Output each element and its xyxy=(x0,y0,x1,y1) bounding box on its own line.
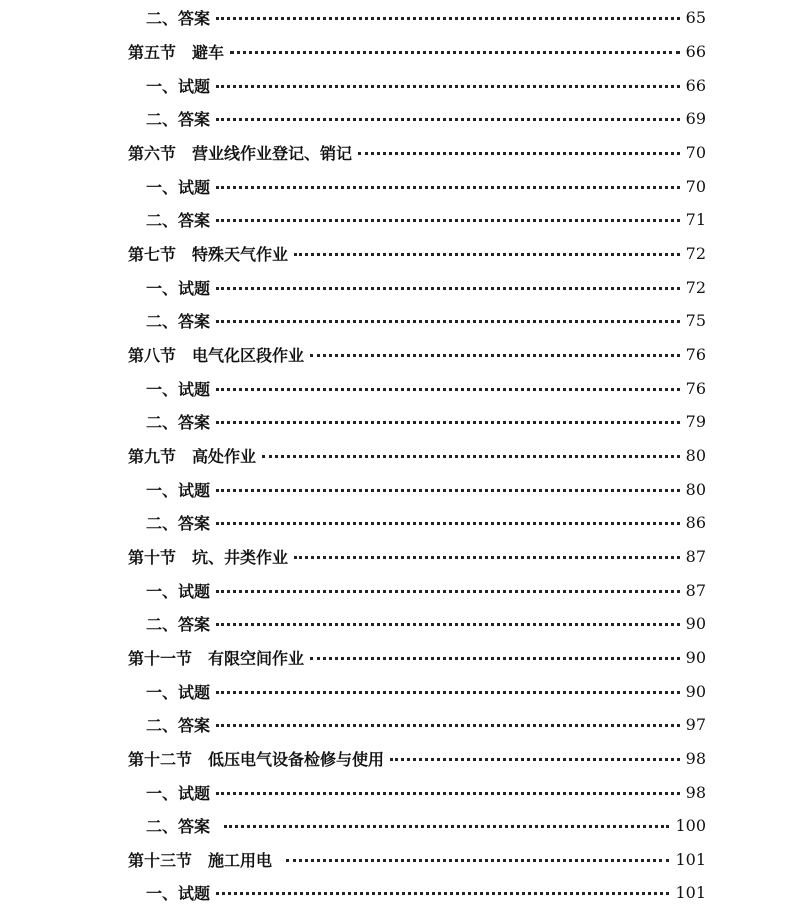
toc-entry[interactable] xyxy=(128,743,706,773)
toc-page-number: 79 xyxy=(685,411,706,431)
toc-entry[interactable] xyxy=(146,305,706,335)
toc-entry[interactable] xyxy=(146,575,706,605)
toc-entry-title: 一、试题 xyxy=(146,581,211,601)
toc-entry[interactable] xyxy=(146,676,706,706)
toc-entry[interactable] xyxy=(146,373,706,403)
toc-page-number: 86 xyxy=(685,512,706,532)
toc-entry-title: 二、答案 xyxy=(146,513,211,533)
toc-entry[interactable] xyxy=(146,777,706,807)
toc-entry-title: 二、答案 xyxy=(146,614,211,634)
toc-page-number: 98 xyxy=(685,748,706,768)
toc-entry-title: 一、试题 xyxy=(146,177,211,197)
toc-page-number: 72 xyxy=(685,277,706,297)
toc-page-number: 80 xyxy=(685,479,706,499)
toc-entry-title: 二、答案 xyxy=(146,210,211,230)
dot-leader xyxy=(230,51,680,54)
toc-entry[interactable] xyxy=(128,541,706,571)
dot-leader xyxy=(216,489,680,492)
toc-entry[interactable] xyxy=(146,204,706,234)
toc-entry[interactable] xyxy=(128,844,706,874)
toc-entry[interactable] xyxy=(146,103,706,133)
dot-leader xyxy=(216,421,680,424)
toc-entry[interactable] xyxy=(128,642,706,672)
toc-entry-title: 第九节 高处作业 xyxy=(128,446,257,466)
toc-page-number: 70 xyxy=(685,176,706,196)
toc-page-number: 69 xyxy=(685,108,706,128)
dot-leader xyxy=(286,859,669,862)
toc-entry[interactable] xyxy=(128,339,706,369)
toc-entry-title: 一、试题 xyxy=(146,76,211,96)
toc-entry-title: 二、答案 xyxy=(146,816,211,836)
toc-entry-title: 二、答案 xyxy=(146,311,211,331)
dot-leader xyxy=(224,825,669,828)
toc-page-number: 76 xyxy=(685,378,706,398)
dot-leader xyxy=(294,556,680,559)
toc-page-number: 90 xyxy=(685,681,706,701)
toc-page-number: 65 xyxy=(685,7,706,27)
dot-leader xyxy=(216,892,669,895)
toc-page-number: 90 xyxy=(685,613,706,633)
dot-leader xyxy=(390,758,680,761)
toc-entry-title: 一、试题 xyxy=(146,480,211,500)
dot-leader xyxy=(216,320,680,323)
toc-entry-title: 二、答案 xyxy=(146,8,211,28)
toc-entry-title: 二、答案 xyxy=(146,412,211,432)
toc-entry-title: 第七节 特殊天气作业 xyxy=(128,244,289,264)
toc-entry-title: 二、答案 xyxy=(146,715,211,735)
toc-entry[interactable] xyxy=(146,877,706,907)
toc-entry[interactable] xyxy=(128,36,706,66)
toc-page-number: 66 xyxy=(685,75,706,95)
toc-entry-title: 第五节 避车 xyxy=(128,42,225,62)
toc-entry[interactable] xyxy=(146,406,706,436)
dot-leader xyxy=(216,85,680,88)
toc-page-number: 75 xyxy=(685,310,706,330)
dot-leader xyxy=(358,152,680,155)
toc-entry[interactable] xyxy=(146,709,706,739)
toc-entry[interactable] xyxy=(146,70,706,100)
dot-leader xyxy=(262,455,680,458)
toc-entry-title: 第十二节 低压电气设备检修与使用 xyxy=(128,749,385,769)
toc-entry[interactable] xyxy=(146,2,706,32)
toc-entry-title: 第八节 电气化区段作业 xyxy=(128,345,305,365)
dot-leader xyxy=(216,219,680,222)
dot-leader xyxy=(216,17,680,20)
toc-entry[interactable] xyxy=(146,507,706,537)
toc-entry[interactable] xyxy=(128,238,706,268)
toc-entry[interactable] xyxy=(146,474,706,504)
toc-page-number: 97 xyxy=(685,714,706,734)
toc-entry[interactable] xyxy=(146,171,706,201)
dot-leader xyxy=(216,388,680,391)
dot-leader xyxy=(216,590,680,593)
toc-page-number: 80 xyxy=(685,445,706,465)
dot-leader xyxy=(216,118,680,121)
dot-leader xyxy=(216,724,680,727)
toc-entry[interactable] xyxy=(146,272,706,302)
toc-page-number: 90 xyxy=(685,647,706,667)
toc-entry-title: 一、试题 xyxy=(146,883,211,903)
toc-page-number: 101 xyxy=(675,849,706,869)
toc-page-number: 72 xyxy=(685,243,706,263)
toc-entry-title: 一、试题 xyxy=(146,682,211,702)
toc-entry[interactable] xyxy=(146,810,706,840)
toc-entry-title: 一、试题 xyxy=(146,278,211,298)
toc-entry-title: 第六节 营业线作业登记、销记 xyxy=(128,143,353,163)
toc-page-number: 66 xyxy=(685,41,706,61)
dot-leader xyxy=(216,691,680,694)
toc-page-number: 87 xyxy=(685,546,706,566)
toc-page-number: 76 xyxy=(685,344,706,364)
dot-leader xyxy=(216,522,680,525)
toc-page-number: 70 xyxy=(685,142,706,162)
toc-page-number: 87 xyxy=(685,580,706,600)
dot-leader xyxy=(294,253,680,256)
dot-leader xyxy=(310,657,680,660)
toc-entry-title: 第十三节 施工用电 xyxy=(128,850,273,870)
dot-leader xyxy=(216,287,680,290)
dot-leader xyxy=(216,186,680,189)
dot-leader xyxy=(310,354,680,357)
toc-page-number: 101 xyxy=(675,882,706,902)
toc-entry-title: 第十节 坑、井类作业 xyxy=(128,547,289,567)
dot-leader xyxy=(216,792,680,795)
toc-entry-title: 一、试题 xyxy=(146,783,211,803)
dot-leader xyxy=(216,623,680,626)
toc-page-number: 71 xyxy=(685,209,706,229)
toc-page-number: 98 xyxy=(685,782,706,802)
toc-entry-title: 二、答案 xyxy=(146,109,211,129)
toc-entry[interactable] xyxy=(128,440,706,470)
toc-entry-title: 一、试题 xyxy=(146,379,211,399)
toc-entry[interactable] xyxy=(146,608,706,638)
toc-page-number: 100 xyxy=(675,815,706,835)
toc-entry-title: 第十一节 有限空间作业 xyxy=(128,648,305,668)
toc-entry[interactable] xyxy=(128,137,706,167)
